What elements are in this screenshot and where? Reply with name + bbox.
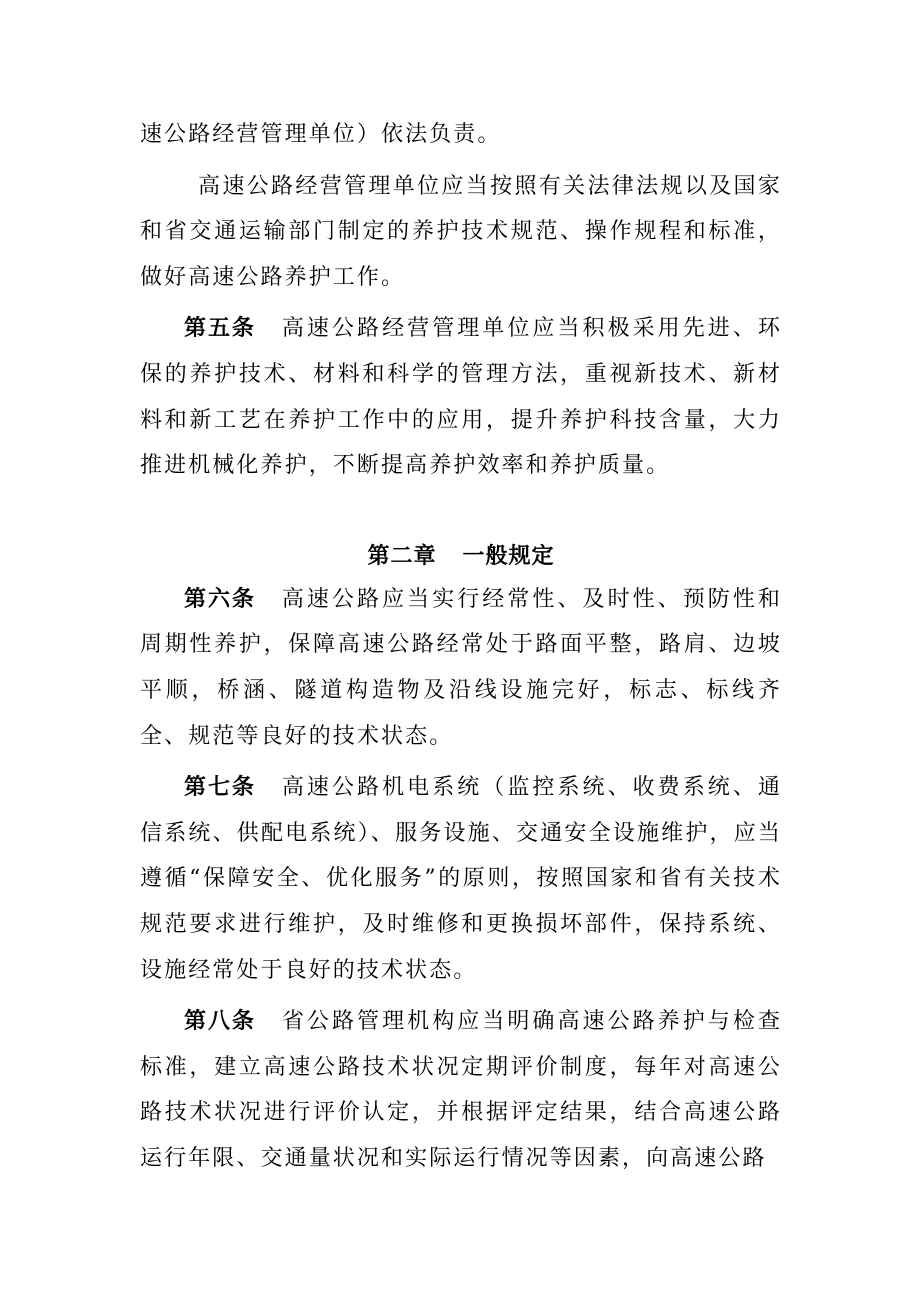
article-8-number: 第八条 xyxy=(184,1009,256,1035)
chapter-title: 第二章 一般规定 xyxy=(367,543,555,569)
article-7 xyxy=(140,765,782,993)
article-7-number: 第七条 xyxy=(184,775,256,801)
document-page xyxy=(140,112,782,1181)
paragraph-continuation: 速公路经营管理单位）依法负责。 xyxy=(140,122,502,147)
article-8 xyxy=(140,999,782,1181)
article-7-text: 高速公路机电系统（监控系统、收费系统、通信系统、供配电系统）、服务设施、交通安全设施维护，应当遵循“保障安全、优化服务”的原则，按照国家和省有关技术规范要求进行维护，及时维修和更换损坏部件，保持系统、设施经常处于良好的技术状态。 xyxy=(140,775,782,983)
article-6 xyxy=(140,577,782,759)
paragraph-maintenance-standards: 高速公路经营管理单位应当按照有关法律法规以及国家和省交通运输部门制定的养护技术规范、操作规程和标准，做好高速公路养护工作。 xyxy=(140,173,782,290)
article-5 xyxy=(140,306,782,488)
article-5-text: 高速公路经营管理单位应当积极采用先进、环保的养护技术、材料和科学的管理方法，重视新技术、新材料和新工艺在养护工作中的应用，提升养护科技含量，大力推进机械化养护，不断提高养护效率和养护质量。 xyxy=(140,316,782,479)
article-6-number: 第六条 xyxy=(184,586,256,612)
article-6-text: 高速公路应当实行经常性、及时性、预防性和周期性养护，保障高速公路经常处于路面平整，路肩、边坡平顺，桥涵、隧道构造物及沿线设施完好，标志、标线齐全、规范等良好的技术状态。 xyxy=(140,586,782,749)
article-8-text: 省公路管理机构应当明确高速公路养护与检查标准，建立高速公路技术状况定期评价制度，每年对高速公路技术状况进行评价认定，并根据评定结果，结合高速公路运行年限、交通量状况和实际运行情况等因素，向高速公路 xyxy=(140,1009,782,1171)
article-5-number: 第五条 xyxy=(184,316,256,342)
